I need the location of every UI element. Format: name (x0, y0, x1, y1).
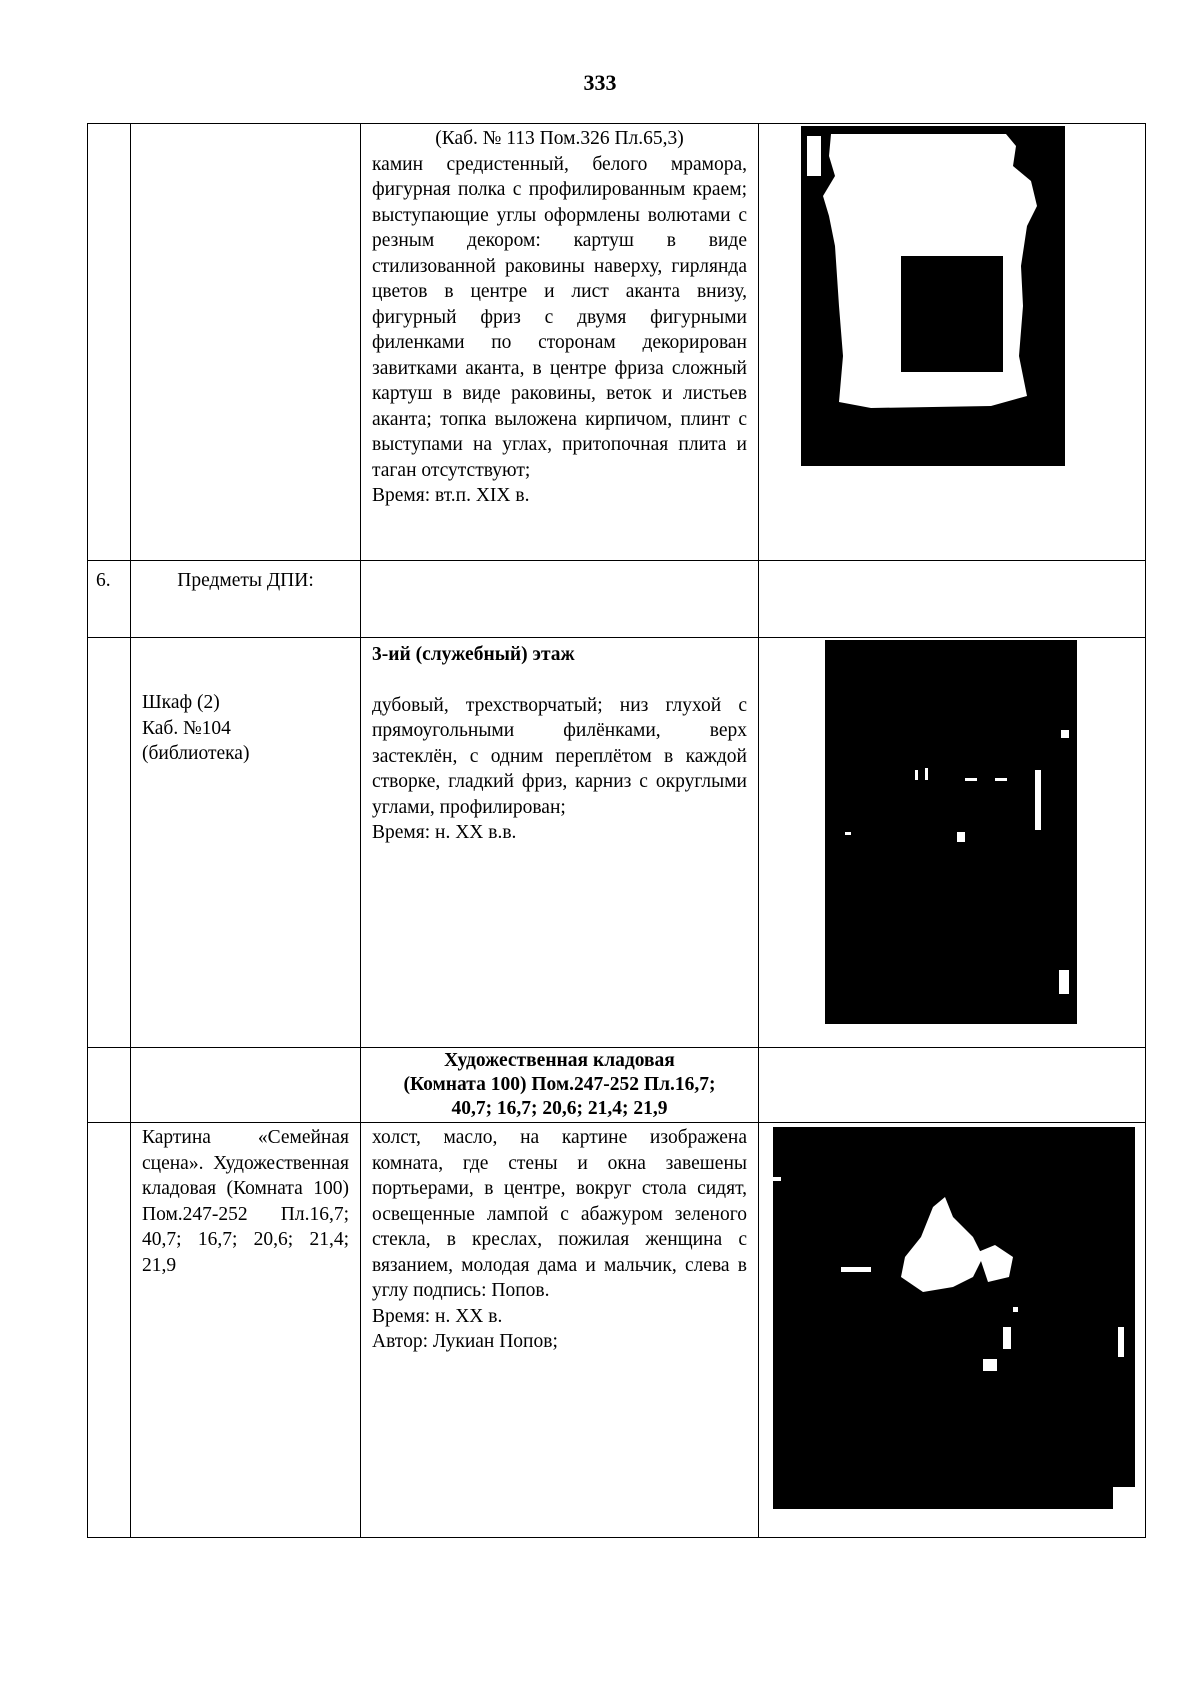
cell-photo (759, 561, 1146, 638)
painting-photo (773, 1127, 1135, 1509)
page-number: 333 (583, 70, 617, 95)
fireplace-description: камин средистенный, белого мрамора, фигурная полка с профилированным краем; выступающие углы оформлены волютами с резным декором: картуш в виде стилизованной раковины наверху, гирлянда цветов в центре и лист аканта внизу, фигурный фриз с двумя фигурными филенками по сторонам декорирован завитками аканта, в центре фриза сложный картуш в виде раковины, веток и листьев аканта; топка выложена кирпичом, плинт с выступами на углах, притопочная плита и таган отсутствуют; (372, 153, 747, 481)
cell-number: 6. (88, 561, 131, 638)
cell-name (131, 638, 361, 1048)
storeroom-heading-line: Художественная кладовая (444, 1050, 675, 1071)
cell-number (88, 638, 131, 1048)
cell-description (361, 638, 759, 1048)
cabinet-photo (825, 640, 1077, 1024)
cell-photo (759, 638, 1146, 1048)
storeroom-heading-line: 40,7; 16,7; 20,6; 21,4; 21,9 (451, 1098, 668, 1119)
cabinet-description: дубовый, трехстворчатый; низ глухой с прямоугольными филёнками, верх застеклён, с одним переплётом в каждой створке, гладкий фриз, карниз с округлыми углами, профилирован; (372, 694, 747, 818)
painting-time: Время: н. XX в. (372, 1305, 503, 1327)
storeroom-heading-line: (Комната 100) Пом.247-252 Пл.16,7; (403, 1074, 716, 1095)
cell-description (361, 124, 759, 561)
cell-name (131, 1048, 361, 1123)
cabinet-name-line: Шкаф (2) (142, 692, 220, 713)
cell-number (88, 124, 131, 561)
section-title: Предметы ДПИ: (131, 561, 361, 638)
cell-number (88, 1123, 131, 1538)
table-row-painting (88, 1123, 1146, 1538)
cabinet-name-line: Каб. №104 (142, 717, 231, 739)
cabinet-name-line: (библиотека) (142, 743, 250, 764)
location-line: (Каб. № 113 Пом.326 Пл.65,3) (435, 128, 684, 149)
table-row-cabinet (88, 638, 1146, 1048)
table-row-storeroom-heading (88, 1048, 1146, 1123)
cabinet-time: Время: н. XX в.в. (372, 822, 517, 843)
fireplace-time: Время: вт.п. XIX в. (372, 485, 530, 506)
cell-number (88, 1048, 131, 1123)
cell-photo (759, 1048, 1146, 1123)
floor-heading: 3-ий (служебный) этаж (372, 644, 575, 665)
painting-author: Автор: Лукиан Попов; (372, 1331, 558, 1352)
cell-photo (759, 124, 1146, 561)
registry-table (87, 123, 1146, 1538)
cell-description (361, 561, 759, 638)
cell-description (361, 1123, 759, 1538)
fireplace-photo (801, 126, 1065, 466)
painting-name: Картина «Семейная сцена». Художественная кладовая (Комната 100) Пом.247-252 Пл.16,7; 40,7; 16,7; 20,6; 21,4; 21,9 (131, 1123, 361, 1538)
table-row-fireplace (88, 124, 1146, 561)
table-row-section-6 (88, 561, 1146, 638)
painting-description: холст, масло, на картине изображена комната, где стены и окна завешены портьерами, в центре, вокруг стола сидят, освещенные лампой с абажуром зеленого стекла, в креслах, пожилая женщина с вязанием, молодая дама и мальчик, слева в углу подпись: Попов. (372, 1127, 747, 1301)
cell-photo (759, 1123, 1146, 1538)
cell-name (131, 124, 361, 561)
storeroom-heading (361, 1048, 759, 1123)
